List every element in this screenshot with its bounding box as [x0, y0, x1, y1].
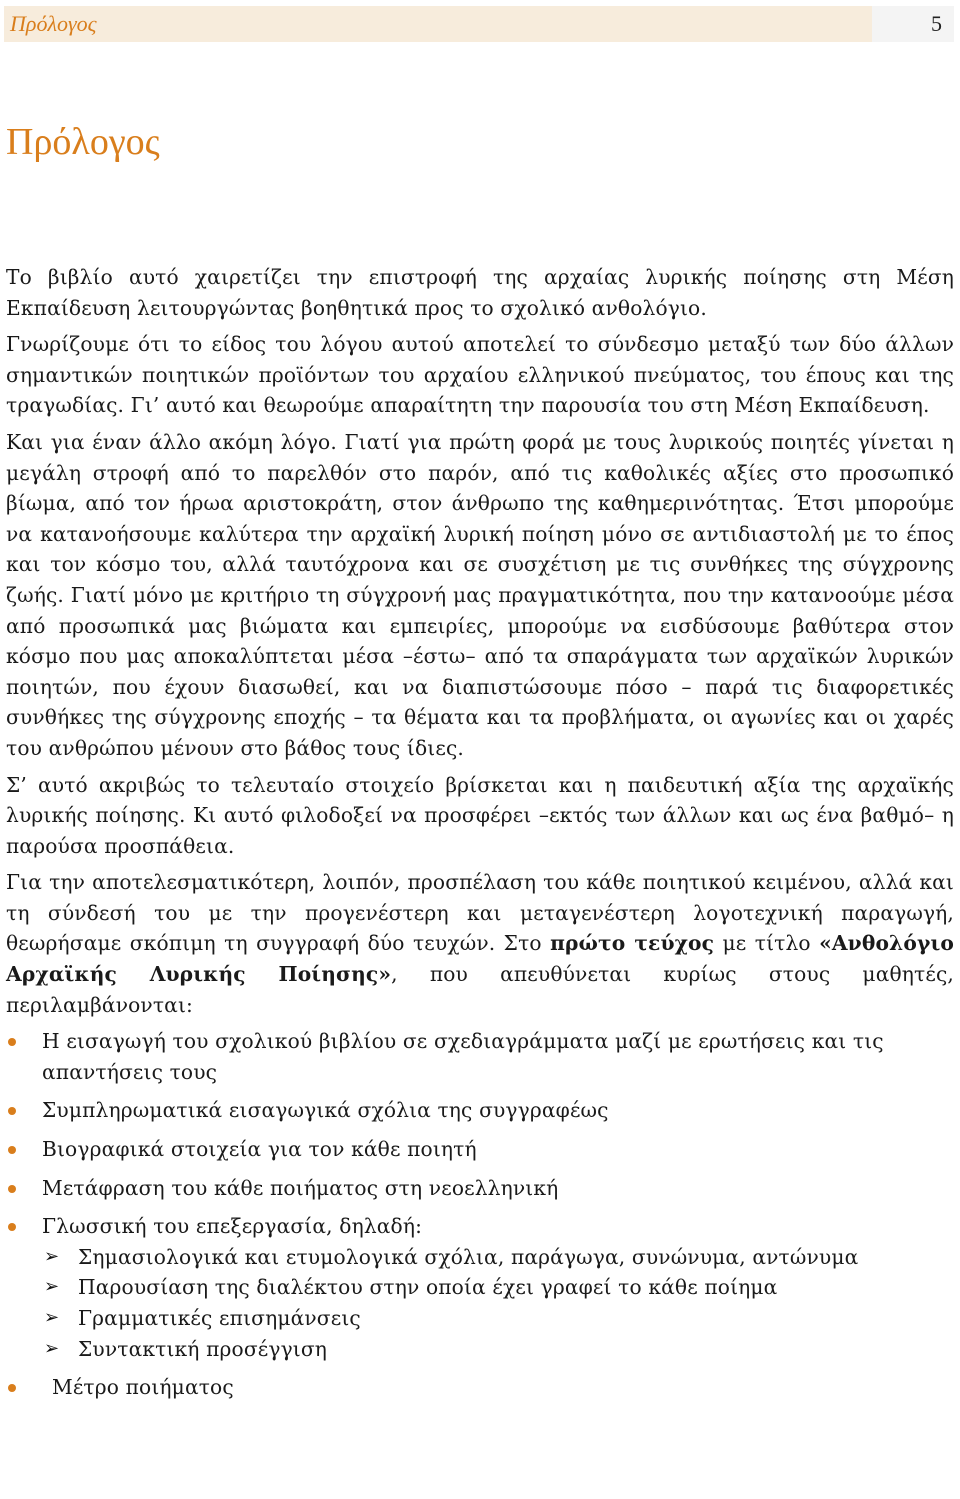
list-item-text: Μέτρο ποιήματος — [52, 1375, 234, 1400]
list-item-text: Συμπληρωματικά εισαγωγικά σχόλια της συγγραφέως — [42, 1098, 609, 1123]
sub-list-item-text: Παρουσίαση της διαλέκτου στην οποία έχει γραφεί το κάθε ποίημα — [78, 1275, 778, 1300]
paragraph-3: Και για έναν άλλο ακόμη λόγο. Γιατί για πρώτη φορά με τους λυρικούς ποιητές γίνεται η μεγάλη στροφή από το παρελθόν στο παρόν, από τις καθολικές αξίες στο προσωπικό βίωμα, από τον ήρωα αριστοκράτη, στον άνθρωπο της καθημερινότητας. Έτσι μπορούμε να κατανοήσουμε καλύτερα την αρχαϊκή λυρική ποίηση μόνο σε αντιδιαστολή με το έπος και τον κόσμο του, αλλά ταυτόχρονα και σε συσχέτιση με τις συνθήκες της σύγχρονης ζωής. Γιατί μόνο με κριτήριο τη σύγχρονή μας πραγματικότητα, που την κατανοούμε μέσα από προσωπικά μας βιώματα και εμπειρίες, μπορούμε να εισδύσουμε βαθύτερα στον κόσμο που μας αποκαλύπτεται μέσα –έστω– από τα σπαράγματα των αρχαϊκών λυρικών ποιητών, που έχουν διασωθεί, και να διαπιστώσουμε πόσο – παρά τις διαφορετικές συνθήκες της σύγχρονης εποχής – τα θέματα και τα προβλήματα, οι αγωνίες και οι χαρές του ανθρώπου μένουν στο βάθος τους ίδιες. — [6, 429, 954, 760]
list-item — [6, 1134, 954, 1165]
sub-list — [42, 1242, 954, 1364]
sub-list-item-text: Γραμματικές επισημάνσεις — [78, 1306, 361, 1330]
paragraph-5 — [6, 867, 954, 1020]
arrowhead-bullet-icon: ➢ — [44, 1245, 60, 1267]
list-item — [6, 1211, 954, 1364]
sub-list-item-text: Σημασιολογικά και ετυμολογικά σχόλια, παράγωγα, συνώνυμα, αντώνυμα — [78, 1244, 859, 1269]
list-item-text: Βιογραφικά στοιχεία για τον κάθε ποιητή — [42, 1137, 477, 1162]
first-volume-label: πρώτο τεύχος — [550, 931, 715, 956]
arrowhead-bullet-icon: ➢ — [44, 1276, 60, 1298]
sub-list-item-text: Συντακτική προσέγγιση — [78, 1336, 328, 1361]
list-item-text: Μετάφραση του κάθε ποιήματος στη νεοελληνική — [42, 1175, 559, 1200]
running-title: Πρόλογος — [4, 6, 872, 42]
list-item-text: Γλωσσική του επεξεργασία, δηλαδή: — [42, 1214, 423, 1239]
paragraph-4: Σ’ αυτό ακριβώς το τελευταίο στοιχείο βρίσκεται και η παιδευτική αξία της αρχαϊκής λυρικής ποίησης. Κι αυτό φιλοδοξεί να προσφέρει –εκτός των άλλων και ως ένα βαθμό– η παρούσα προσπάθεια. — [6, 772, 954, 858]
paragraph-5-text-1: Για την αποτελεσματικότερη, λοιπόν, προσπέλαση του κάθε ποιητικού κειμένου, αλλά και τη σύνδεσή του με την προγενέστερη και μεταγενέστερη λογοτεχνική παραγωγή, θεωρήσαμε σκόπιμη τη συγγραφή δύο τευχών. Στο — [6, 870, 954, 956]
list-item — [6, 1372, 954, 1403]
sub-list-item — [6, 1334, 954, 1365]
anthology-title: «Ανθολόγιο Αρχαϊκής Λυρικής Ποίησης» — [6, 931, 954, 987]
list-item — [6, 1173, 954, 1204]
paragraph-5-text-2: με τίτλο — [714, 931, 820, 956]
contents-list — [6, 1026, 954, 1403]
sub-list-item — [6, 1242, 954, 1273]
body-text — [6, 262, 954, 1411]
paragraph-2: Γνωρίζουμε ότι το είδος του λόγου αυτού αποτελεί το σύνδεσμο μεταξύ των δύο άλλων σημαντικών ποιητικών προϊόντων του αρχαίου ελληνικού πνεύματος, του έπους και της τραγωδίας. Γι’ αυτό και θεωρούμε απαραίτητη την παρουσία του στη Μέση Εκπαίδευση. — [6, 332, 954, 418]
paragraph-5-text-3: , που απευθύνεται κυρίως στους μαθητές, περιλαμβάνονται: — [6, 962, 954, 1017]
arrowhead-bullet-icon: ➢ — [44, 1337, 60, 1359]
list-item — [6, 1026, 954, 1087]
page-number: 5 — [872, 6, 954, 42]
list-item-text: Η εισαγωγή του σχολικού βιβλίου σε σχεδιαγράμματα μαζί με ερωτήσεις και τις απαντήσεις τους — [42, 1029, 884, 1084]
arrowhead-bullet-icon: ➢ — [44, 1307, 60, 1328]
paragraph-1: Το βιβλίο αυτό χαιρετίζει την επιστροφή της αρχαίας λυρικής ποίησης στη Μέση Εκπαίδευση λειτουργώντας βοηθητικά προς το σχολικό ανθολόγιο. — [6, 265, 954, 320]
chapter-title: Πρόλογος — [6, 121, 160, 163]
sub-list-item — [6, 1303, 954, 1334]
running-header — [4, 6, 954, 42]
list-item — [6, 1095, 954, 1126]
sub-list-item — [6, 1272, 954, 1303]
